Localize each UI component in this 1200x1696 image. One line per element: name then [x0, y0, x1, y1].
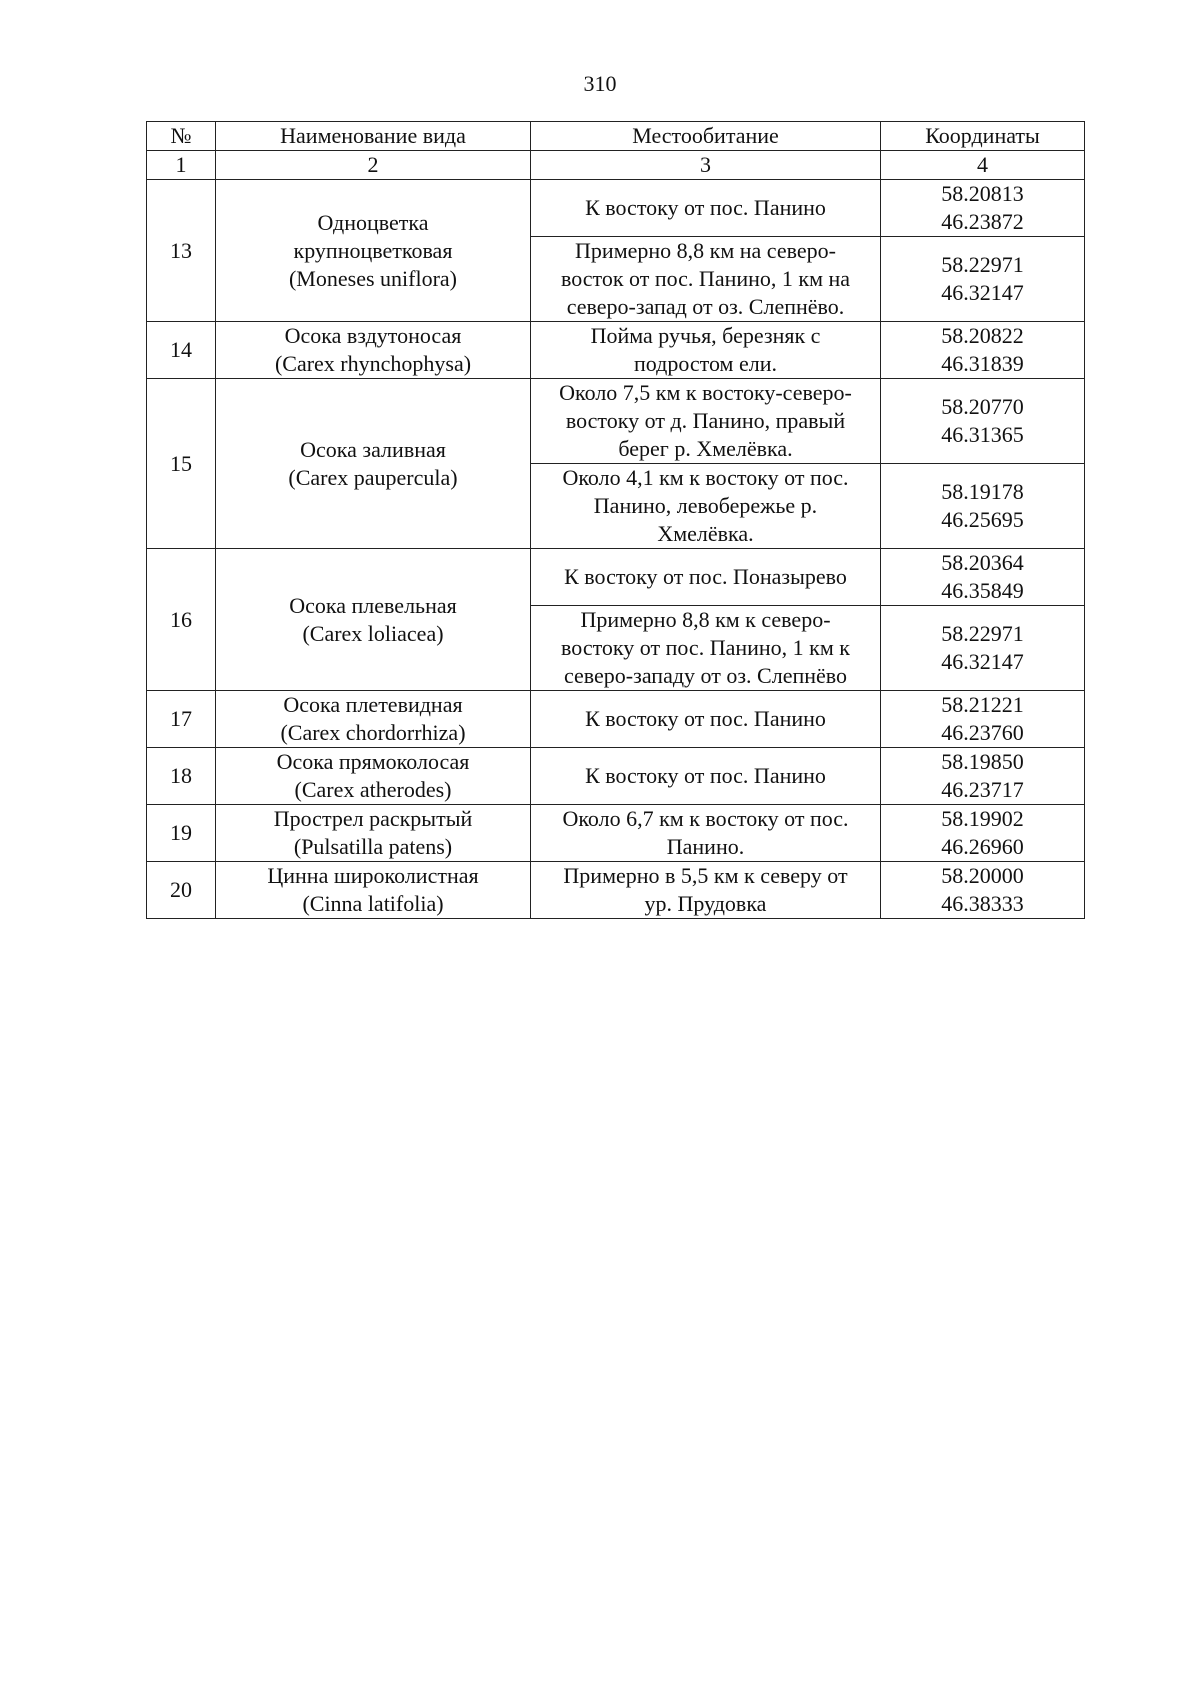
longitude: 46.23872: [941, 209, 1024, 234]
habitat-cell: [531, 862, 881, 919]
habitat-cell: [531, 748, 881, 805]
coordinates-cell: [881, 237, 1085, 322]
habitat-line: Около 6,7 км к востоку от пос.: [562, 806, 849, 831]
habitat-line: Около 4,1 км к востоку от пос.: [562, 465, 849, 490]
habitat-line: Панино, левобережье р.: [593, 493, 818, 518]
habitat-cell: [531, 464, 881, 549]
species-table: [146, 121, 1085, 919]
habitat-line: северо-запад от оз. Слепнёво.: [566, 294, 845, 319]
row-number: 19: [147, 805, 216, 862]
latitude: 58.22971: [941, 252, 1024, 277]
table-row: [147, 322, 1085, 379]
header-species-name: Наименование вида: [216, 122, 531, 151]
coordinates-cell: [881, 549, 1085, 606]
species-latin-name: (Carex paupercula): [288, 464, 458, 490]
column-number: 4: [881, 151, 1085, 180]
latitude: 58.19902: [941, 806, 1024, 831]
habitat-line: берег р. Хмелёвка.: [618, 436, 793, 461]
table-row: [147, 379, 1085, 464]
species-name: Одноцветка: [317, 209, 429, 235]
row-number: 20: [147, 862, 216, 919]
species-name-cell: [216, 805, 531, 862]
habitat-line: северо-западу от оз. Слепнёво: [563, 663, 848, 688]
latitude: 58.20770: [941, 394, 1024, 419]
coordinates-cell: [881, 322, 1085, 379]
coordinates-cell: [881, 180, 1085, 237]
habitat-cell: [531, 322, 881, 379]
species-name-cell: [216, 691, 531, 748]
habitat-line: Панино.: [666, 834, 745, 859]
coordinates-cell: [881, 464, 1085, 549]
longitude: 46.31839: [941, 351, 1024, 376]
species-latin-name: (Carex loliacea): [302, 620, 444, 646]
coordinates-cell: [881, 862, 1085, 919]
species-name: крупноцветковая: [293, 237, 453, 263]
longitude: 46.23717: [941, 777, 1024, 802]
species-name: Прострел раскрытый: [273, 806, 473, 831]
header-habitat: Местообитание: [531, 122, 881, 151]
longitude: 46.26960: [941, 834, 1024, 859]
species-name-cell: [216, 748, 531, 805]
species-name: Осока заливная: [300, 436, 446, 462]
latitude: 58.20813: [941, 181, 1024, 206]
longitude: 46.38333: [941, 891, 1024, 916]
species-name-cell: [216, 322, 531, 379]
species-name: Цинна широколистная: [267, 863, 479, 888]
habitat-cell: [531, 379, 881, 464]
longitude: 46.23760: [941, 720, 1024, 745]
latitude: 58.19178: [941, 479, 1024, 504]
habitat-line: Примерно 8,8 км на северо-: [575, 238, 836, 263]
row-number: 14: [147, 322, 216, 379]
row-number: 17: [147, 691, 216, 748]
habitat-line: востоку от д. Панино, правый: [565, 408, 846, 433]
species-latin-name: (Carex rhynchophysa): [274, 351, 472, 376]
longitude: 46.35849: [941, 578, 1024, 603]
table-row: [147, 180, 1085, 237]
coordinates-cell: [881, 606, 1085, 691]
species-latin-name: (Moneses uniflora): [288, 265, 457, 291]
table-row: [147, 862, 1085, 919]
longitude: 46.32147: [941, 649, 1024, 674]
species-latin-name: (Cinna latifolia): [302, 891, 444, 916]
habitat-line: подростом ели.: [634, 351, 777, 376]
species-name: Осока плетевидная: [283, 692, 463, 717]
habitat-line: Примерно 8,8 км к северо-: [580, 607, 831, 632]
species-name-cell: [216, 180, 531, 322]
latitude: 58.21221: [941, 692, 1024, 717]
species-name-cell: [216, 862, 531, 919]
habitat-cell: [531, 549, 881, 606]
header-row: [147, 122, 1085, 151]
table-row: [147, 691, 1085, 748]
species-latin-name: (Pulsatilla patens): [293, 834, 453, 859]
longitude: 46.25695: [941, 507, 1024, 532]
column-number: 2: [216, 151, 531, 180]
longitude: 46.32147: [941, 280, 1024, 305]
species-latin-name: (Carex chordorrhiza): [280, 720, 466, 745]
habitat-cell: [531, 691, 881, 748]
row-number: 18: [147, 748, 216, 805]
species-name-cell: [216, 379, 531, 549]
species-name-cell: [216, 549, 531, 691]
habitat-cell: [531, 180, 881, 237]
latitude: 58.22971: [941, 621, 1024, 646]
table-row: [147, 748, 1085, 805]
habitat-line: К востоку от пос. Панино: [585, 763, 826, 788]
habitat-line: К востоку от пос. Панино: [585, 195, 826, 220]
habitat-line: ур. Прудовка: [644, 891, 767, 916]
species-name: Осока плевельная: [289, 592, 457, 618]
species-latin-name: (Carex atherodes): [294, 777, 452, 802]
habitat-line: К востоку от пос. Поназырево: [564, 564, 847, 589]
habitat-cell: [531, 805, 881, 862]
latitude: 58.20364: [941, 550, 1024, 575]
header-number: №: [147, 122, 216, 151]
habitat-line: Примерно в 5,5 км к северу от: [563, 863, 848, 888]
habitat-line: Около 7,5 км к востоку-северо-: [559, 380, 852, 405]
habitat-cell: [531, 606, 881, 691]
longitude: 46.31365: [941, 422, 1024, 447]
table-row: [147, 549, 1085, 606]
header-coordinates: Координаты: [881, 122, 1085, 151]
latitude: 58.20000: [941, 863, 1024, 888]
habitat-line: К востоку от пос. Панино: [585, 706, 826, 731]
row-number: 13: [147, 180, 216, 322]
column-number: 3: [531, 151, 881, 180]
habitat-cell: [531, 237, 881, 322]
row-number: 16: [147, 549, 216, 691]
coordinates-cell: [881, 805, 1085, 862]
table-row: [147, 805, 1085, 862]
coordinates-cell: [881, 748, 1085, 805]
latitude: 58.20822: [941, 323, 1024, 348]
species-name: Осока прямоколосая: [276, 749, 470, 774]
habitat-line: Пойма ручья, березняк с: [590, 323, 821, 348]
habitat-line: Хмелёвка.: [657, 521, 754, 546]
coordinates-cell: [881, 691, 1085, 748]
habitat-line: востоку от пос. Панино, 1 км к: [561, 635, 850, 660]
page-number: 310: [583, 71, 617, 96]
column-number-row: [147, 151, 1085, 180]
column-number: 1: [147, 151, 216, 180]
coordinates-cell: [881, 379, 1085, 464]
latitude: 58.19850: [941, 749, 1024, 774]
habitat-line: восток от пос. Панино, 1 км на: [560, 266, 851, 291]
row-number: 15: [147, 379, 216, 549]
species-name: Осока вздутоносая: [284, 323, 462, 348]
